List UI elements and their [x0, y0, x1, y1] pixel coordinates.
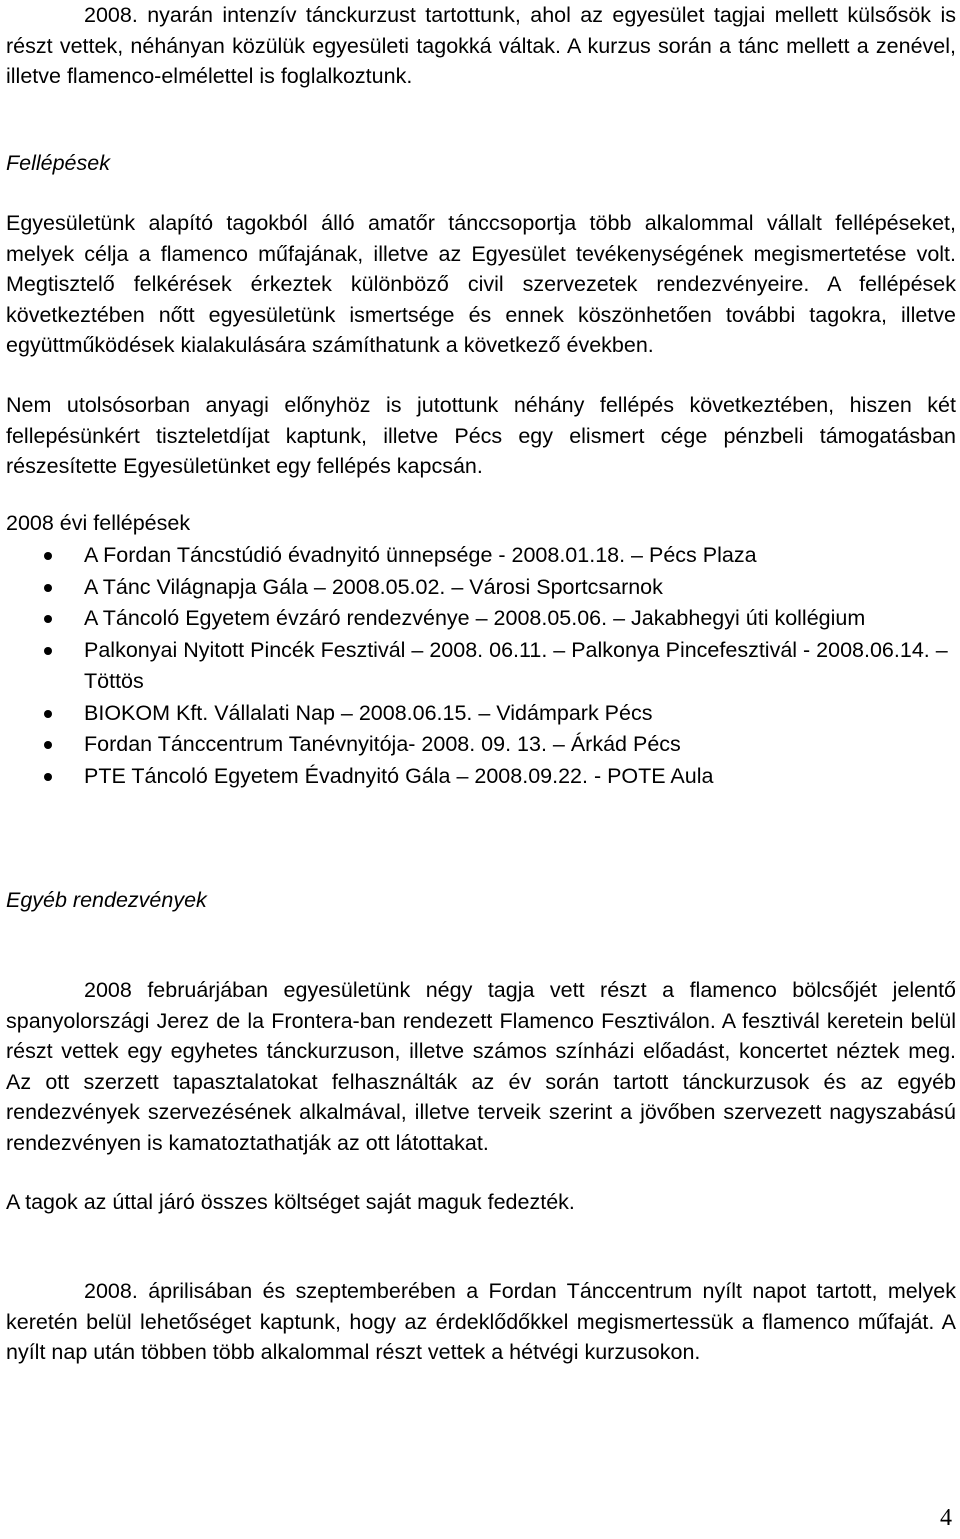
bullet-icon: [44, 647, 52, 655]
list-item: [6, 540, 956, 572]
fellepesek-paragraph-1: Egyesületünk alapító tagokból álló amatőr tánccsoportja több alkalommal vállalt fellépéseket, melyek célja a flamenco műfajának, illetve az Egyesület tevékenységének megismertetése volt. Megtisztelő felkérések érkeztek különböző civil szervezetek rendezvényeire. A fellépések következtében nőtt egyesületünk ismertsége és ennek köszönhetően további tagokra, illetve együttműködések kialakulására számíthatunk a következő években.: [6, 211, 956, 357]
event-text: A Tánc Világnapja Gála – 2008.05.02. – Városi Sportcsarnok: [84, 574, 663, 599]
section-heading-egyeb: Egyéb rendezvények: [6, 888, 207, 912]
list-item: [6, 698, 956, 730]
events-list: [6, 540, 956, 792]
bullet-icon: [44, 741, 52, 749]
intro-paragraph: 2008. nyarán intenzív tánckurzust tartottunk, ahol az egyesület tagjai mellett külsősök is részt vettek, néhányan közülük egyesületi tagokká váltak. A kurzus során a tánc mellett a zenével, illetve flamenco-elmélettel is foglalkoztunk.: [6, 3, 956, 88]
bullet-icon: [44, 710, 52, 718]
event-text: A Táncoló Egyetem évzáró rendezvénye – 2008.05.06. – Jakabhegyi úti kollégium: [84, 606, 866, 630]
egyeb-paragraph-2: A tagok az úttal járó összes költséget saját maguk fedezték.: [6, 1190, 575, 1214]
egyeb-paragraph-3: 2008. áprilisában és szeptemberében a Fordan Tánccentrum nyílt napot tartott, melyek keretén belül lehetőséget kaptunk, hogy az érdeklődőkkel megismertessük a flamenco műfaját. A nyílt nap után többen több alkalommal részt vettek a hétvégi kurzusokon.: [6, 1279, 956, 1364]
section-heading-fellepesek: Fellépések: [6, 151, 110, 175]
event-text: Palkonyai Nyitott Pincék Fesztivál – 2008. 06.11. – Palkonya Pincefesztivál - 2008.06.14. –Töttös: [84, 637, 948, 693]
page-number: 4: [940, 1505, 952, 1531]
list-item: [6, 572, 956, 604]
egyeb-paragraph-1: 2008 februárjában egyesületünk négy tagja vett részt a flamenco bölcsőjét jelentő spanyolországi Jerez de la Frontera-ban rendezett Flamenco Fesztiválon. A fesztivál keretein belül részt vettek egy egyhetes tánckurzuson, illetve számos színházi előadást, koncertet néztek meg. Az ott szerzett tapasztalatokat felhasználták az év során tartott tánckurzusok és az egyéb rendezvények szervezésének alkalmával, illetve terveik szerint a jövőben szervezett nagyszabású rendezvényen is kamatoztathatják az ott látottakat.: [6, 978, 956, 1155]
bullet-icon: [44, 584, 52, 592]
list-item: [6, 603, 956, 635]
bullet-icon: [44, 615, 52, 623]
event-text: Fordan Tánccentrum Tanévnyitója- 2008. 09. 13. – Árkád Pécs: [84, 732, 681, 756]
event-text: PTE Táncoló Egyetem Évadnyitó Gála – 2008.09.22. - POTE Aula: [84, 763, 714, 788]
event-text: A Fordan Táncstúdió évadnyitó ünnepsége - 2008.01.18. – Pécs Plaza: [84, 543, 757, 567]
list-item: [6, 729, 956, 761]
events-heading: 2008 évi fellépések: [6, 511, 191, 535]
fellepesek-paragraph-2: Nem utolsósorban anyagi előnyhöz is jutottunk néhány fellépés következtében, hiszen két fellepésünkért tiszteletdíjat kaptunk, illetve Pécs egy elismert cége pénzbeli támogatásban részesítette Egyesületünket egy fellépés kapcsán.: [6, 393, 956, 478]
bullet-icon: [44, 552, 52, 560]
event-text: BIOKOM Kft. Vállalati Nap – 2008.06.15. – Vidámpark Pécs: [84, 700, 653, 725]
bullet-icon: [44, 773, 52, 781]
list-item: [6, 635, 956, 698]
list-item: [6, 761, 956, 793]
